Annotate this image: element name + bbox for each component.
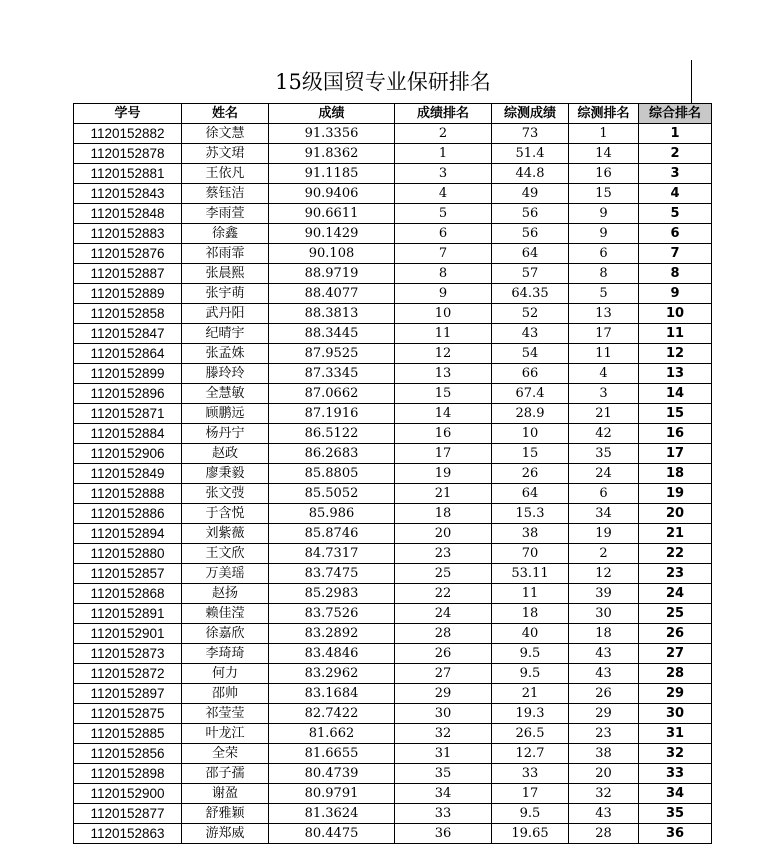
- score-cell[interactable]: 88.3813: [269, 304, 395, 324]
- name-cell[interactable]: 全荣: [182, 744, 269, 764]
- table-row: [74, 244, 712, 264]
- table-row: [74, 464, 712, 484]
- eval-score-cell[interactable]: 9.5: [492, 664, 569, 684]
- overall-rank-cell[interactable]: 29: [639, 684, 712, 704]
- table-row: [74, 804, 712, 824]
- overall-rank-cell[interactable]: 33: [639, 764, 712, 784]
- eval-rank-cell[interactable]: 19: [569, 524, 639, 544]
- score-rank-cell[interactable]: 13: [395, 364, 492, 384]
- table-row: [74, 204, 712, 224]
- score-rank-cell[interactable]: 26: [395, 644, 492, 664]
- student-id-cell[interactable]: 1120152882: [74, 124, 182, 144]
- score-rank-cell[interactable]: 27: [395, 664, 492, 684]
- name-cell[interactable]: 万美瑶: [182, 564, 269, 584]
- score-cell[interactable]: 87.0662: [269, 384, 395, 404]
- eval-rank-cell[interactable]: 23: [569, 724, 639, 744]
- eval-rank-cell[interactable]: 2: [569, 544, 639, 564]
- overall-rank-cell[interactable]: 19: [639, 484, 712, 504]
- eval-score-cell[interactable]: 9.5: [492, 804, 569, 824]
- overall-rank-cell[interactable]: 11: [639, 324, 712, 344]
- overall-rank-cell[interactable]: 22: [639, 544, 712, 564]
- score-rank-cell[interactable]: 8: [395, 264, 492, 284]
- student-id-cell[interactable]: 1120152863: [74, 824, 182, 844]
- name-cell[interactable]: 游郑威: [182, 824, 269, 844]
- overall-rank-cell[interactable]: 16: [639, 424, 712, 444]
- overall-rank-cell[interactable]: 14: [639, 384, 712, 404]
- name-cell[interactable]: 张孟姝: [182, 344, 269, 364]
- name-cell[interactable]: 徐鑫: [182, 224, 269, 244]
- name-cell[interactable]: 张文弢: [182, 484, 269, 504]
- name-cell[interactable]: 张宇萌: [182, 284, 269, 304]
- score-rank-cell[interactable]: 1: [395, 144, 492, 164]
- eval-score-cell[interactable]: 15.3: [492, 504, 569, 524]
- student-id-cell[interactable]: 1120152878: [74, 144, 182, 164]
- eval-score-cell[interactable]: 52: [492, 304, 569, 324]
- student-id-cell[interactable]: 1120152877: [74, 804, 182, 824]
- table-row: [74, 744, 712, 764]
- name-cell[interactable]: 武丹阳: [182, 304, 269, 324]
- score-cell[interactable]: 91.3356: [269, 124, 395, 144]
- eval-rank-cell[interactable]: 32: [569, 784, 639, 804]
- student-id-cell[interactable]: 1120152876: [74, 244, 182, 264]
- sheet-title: 15级国贸专业保研排名: [275, 70, 491, 94]
- eval-rank-cell[interactable]: 42: [569, 424, 639, 444]
- score-cell[interactable]: 85.5052: [269, 484, 395, 504]
- overall-rank-cell[interactable]: 7: [639, 244, 712, 264]
- score-rank-cell[interactable]: 21: [395, 484, 492, 504]
- eval-rank-cell[interactable]: 34: [569, 504, 639, 524]
- table-row: [74, 584, 712, 604]
- eval-rank-cell[interactable]: 43: [569, 804, 639, 824]
- student-id-cell[interactable]: 1120152881: [74, 164, 182, 184]
- name-cell[interactable]: 祁莹莹: [182, 704, 269, 724]
- table-row: [74, 224, 712, 244]
- table-row: [74, 784, 712, 804]
- table-row: [74, 424, 712, 444]
- eval-score-cell[interactable]: 70: [492, 544, 569, 564]
- student-id-cell[interactable]: 1120152897: [74, 684, 182, 704]
- eval-rank-cell[interactable]: 43: [569, 644, 639, 664]
- score-cell[interactable]: 90.6611: [269, 204, 395, 224]
- name-cell[interactable]: 赖佳滢: [182, 604, 269, 624]
- header-name[interactable]: 姓名: [182, 104, 269, 124]
- eval-rank-cell[interactable]: 9: [569, 204, 639, 224]
- student-id-cell[interactable]: 1120152883: [74, 224, 182, 244]
- eval-score-cell[interactable]: 67.4: [492, 384, 569, 404]
- eval-score-cell[interactable]: 49: [492, 184, 569, 204]
- table-row: [74, 144, 712, 164]
- student-id-cell[interactable]: 1120152896: [74, 384, 182, 404]
- name-cell[interactable]: 张晨熙: [182, 264, 269, 284]
- eval-score-cell[interactable]: 21: [492, 684, 569, 704]
- score-cell[interactable]: 86.2683: [269, 444, 395, 464]
- table-row: [74, 404, 712, 424]
- score-rank-cell[interactable]: 23: [395, 544, 492, 564]
- student-id-cell[interactable]: 1120152889: [74, 284, 182, 304]
- overall-rank-cell[interactable]: 6: [639, 224, 712, 244]
- header-score[interactable]: 成绩: [269, 104, 395, 124]
- eval-score-cell[interactable]: 19.3: [492, 704, 569, 724]
- eval-score-cell[interactable]: 53.11: [492, 564, 569, 584]
- eval-score-cell[interactable]: 19.65: [492, 824, 569, 844]
- student-id-cell[interactable]: 1120152880: [74, 544, 182, 564]
- student-id-cell[interactable]: 1120152849: [74, 464, 182, 484]
- score-cell[interactable]: 91.1185: [269, 164, 395, 184]
- eval-rank-cell[interactable]: 38: [569, 744, 639, 764]
- student-id-cell[interactable]: 1120152864: [74, 344, 182, 364]
- eval-score-cell[interactable]: 64: [492, 484, 569, 504]
- score-rank-cell[interactable]: 29: [395, 684, 492, 704]
- score-cell[interactable]: 83.2962: [269, 664, 395, 684]
- table-row: [74, 324, 712, 344]
- score-cell[interactable]: 85.986: [269, 504, 395, 524]
- name-cell[interactable]: 邵帅: [182, 684, 269, 704]
- name-cell[interactable]: 刘紫薇: [182, 524, 269, 544]
- student-id-cell[interactable]: 1120152875: [74, 704, 182, 724]
- overall-rank-cell[interactable]: 31: [639, 724, 712, 744]
- eval-score-cell[interactable]: 56: [492, 224, 569, 244]
- student-id-cell[interactable]: 1120152899: [74, 364, 182, 384]
- name-cell[interactable]: 于含悦: [182, 504, 269, 524]
- overall-rank-cell[interactable]: 36: [639, 824, 712, 844]
- eval-rank-cell[interactable]: 17: [569, 324, 639, 344]
- score-rank-cell[interactable]: 5: [395, 204, 492, 224]
- eval-score-cell[interactable]: 12.7: [492, 744, 569, 764]
- score-cell[interactable]: 80.9791: [269, 784, 395, 804]
- score-rank-cell[interactable]: 19: [395, 464, 492, 484]
- name-cell[interactable]: 祁雨霏: [182, 244, 269, 264]
- name-cell[interactable]: 蔡钰洁: [182, 184, 269, 204]
- overall-rank-cell[interactable]: 20: [639, 504, 712, 524]
- eval-rank-cell[interactable]: 1: [569, 124, 639, 144]
- table-row: [74, 764, 712, 784]
- name-cell[interactable]: 杨丹宁: [182, 424, 269, 444]
- eval-rank-cell[interactable]: 21: [569, 404, 639, 424]
- name-cell[interactable]: 邵子孺: [182, 764, 269, 784]
- score-rank-cell[interactable]: 35: [395, 764, 492, 784]
- overall-rank-cell[interactable]: 13: [639, 364, 712, 384]
- student-id-cell[interactable]: 1120152898: [74, 764, 182, 784]
- score-cell[interactable]: 87.1916: [269, 404, 395, 424]
- score-cell[interactable]: 87.3345: [269, 364, 395, 384]
- student-id-cell[interactable]: 1120152858: [74, 304, 182, 324]
- score-cell[interactable]: 90.1429: [269, 224, 395, 244]
- score-rank-cell[interactable]: 36: [395, 824, 492, 844]
- score-rank-cell[interactable]: 31: [395, 744, 492, 764]
- table-row: [74, 664, 712, 684]
- name-cell[interactable]: 赵政: [182, 444, 269, 464]
- score-rank-cell[interactable]: 3: [395, 164, 492, 184]
- score-cell[interactable]: 88.3445: [269, 324, 395, 344]
- overall-rank-cell[interactable]: 24: [639, 584, 712, 604]
- overall-rank-cell[interactable]: 12: [639, 344, 712, 364]
- name-cell[interactable]: 赵扬: [182, 584, 269, 604]
- student-id-cell[interactable]: 1120152888: [74, 484, 182, 504]
- eval-score-cell[interactable]: 73: [492, 124, 569, 144]
- student-id-cell[interactable]: 1120152885: [74, 724, 182, 744]
- eval-rank-cell[interactable]: 3: [569, 384, 639, 404]
- eval-score-cell[interactable]: 26.5: [492, 724, 569, 744]
- eval-rank-cell[interactable]: 15: [569, 184, 639, 204]
- name-cell[interactable]: 李雨萱: [182, 204, 269, 224]
- score-rank-cell[interactable]: 28: [395, 624, 492, 644]
- eval-rank-cell[interactable]: 8: [569, 264, 639, 284]
- overall-rank-cell[interactable]: 3: [639, 164, 712, 184]
- eval-score-cell[interactable]: 43: [492, 324, 569, 344]
- table-row: [74, 504, 712, 524]
- eval-rank-cell[interactable]: 14: [569, 144, 639, 164]
- student-id-cell[interactable]: 1120152856: [74, 744, 182, 764]
- score-rank-cell[interactable]: 32: [395, 724, 492, 744]
- eval-score-cell[interactable]: 54: [492, 344, 569, 364]
- name-cell[interactable]: 全慧敏: [182, 384, 269, 404]
- overall-rank-cell[interactable]: 27: [639, 644, 712, 664]
- overall-rank-cell[interactable]: 4: [639, 184, 712, 204]
- overall-rank-cell[interactable]: 25: [639, 604, 712, 624]
- score-cell[interactable]: 83.4846: [269, 644, 395, 664]
- student-id-cell[interactable]: 1120152873: [74, 644, 182, 664]
- eval-rank-cell[interactable]: 29: [569, 704, 639, 724]
- overall-rank-cell[interactable]: 2: [639, 144, 712, 164]
- student-id-cell[interactable]: 1120152901: [74, 624, 182, 644]
- table-row: [74, 564, 712, 584]
- eval-rank-cell[interactable]: 28: [569, 824, 639, 844]
- score-rank-cell[interactable]: 25: [395, 564, 492, 584]
- eval-rank-cell[interactable]: 11: [569, 344, 639, 364]
- name-cell[interactable]: 徐文慧: [182, 124, 269, 144]
- score-rank-cell[interactable]: 33: [395, 804, 492, 824]
- name-cell[interactable]: 徐嘉欣: [182, 624, 269, 644]
- overall-rank-cell[interactable]: 21: [639, 524, 712, 544]
- eval-rank-cell[interactable]: 12: [569, 564, 639, 584]
- score-rank-cell[interactable]: 11: [395, 324, 492, 344]
- table-row: [74, 184, 712, 204]
- score-cell[interactable]: 88.4077: [269, 284, 395, 304]
- score-rank-cell[interactable]: 9: [395, 284, 492, 304]
- score-cell[interactable]: 87.9525: [269, 344, 395, 364]
- score-cell[interactable]: 84.7317: [269, 544, 395, 564]
- eval-rank-cell[interactable]: 6: [569, 484, 639, 504]
- header-eval-rank[interactable]: 综测排名: [569, 104, 639, 124]
- table-row: [74, 644, 712, 664]
- score-rank-cell[interactable]: 24: [395, 604, 492, 624]
- eval-rank-cell[interactable]: 43: [569, 664, 639, 684]
- table-row: [74, 264, 712, 284]
- score-cell[interactable]: 83.7526: [269, 604, 395, 624]
- header-overall-rank[interactable]: 综合排名: [639, 104, 712, 124]
- name-cell[interactable]: 王文欣: [182, 544, 269, 564]
- score-cell[interactable]: 83.2892: [269, 624, 395, 644]
- eval-score-cell[interactable]: 26: [492, 464, 569, 484]
- eval-rank-cell[interactable]: 39: [569, 584, 639, 604]
- eval-score-cell[interactable]: 57: [492, 264, 569, 284]
- table-row: [74, 364, 712, 384]
- score-cell[interactable]: 90.108: [269, 244, 395, 264]
- overall-rank-cell[interactable]: 5: [639, 204, 712, 224]
- score-cell[interactable]: 81.662: [269, 724, 395, 744]
- score-rank-cell[interactable]: 14: [395, 404, 492, 424]
- eval-score-cell[interactable]: 40: [492, 624, 569, 644]
- table-row: [74, 344, 712, 364]
- overall-rank-cell[interactable]: 1: [639, 124, 712, 144]
- overall-rank-cell[interactable]: 10: [639, 304, 712, 324]
- eval-score-cell[interactable]: 64: [492, 244, 569, 264]
- score-rank-cell[interactable]: 34: [395, 784, 492, 804]
- score-rank-cell[interactable]: 22: [395, 584, 492, 604]
- table-row: [74, 624, 712, 644]
- score-rank-cell[interactable]: 2: [395, 124, 492, 144]
- name-cell[interactable]: 何力: [182, 664, 269, 684]
- table-row: [74, 684, 712, 704]
- ranking-table: [73, 103, 712, 844]
- eval-score-cell[interactable]: 28.9: [492, 404, 569, 424]
- table-row: [74, 384, 712, 404]
- student-id-cell[interactable]: 1120152886: [74, 504, 182, 524]
- student-id-cell[interactable]: 1120152887: [74, 264, 182, 284]
- eval-score-cell[interactable]: 9.5: [492, 644, 569, 664]
- eval-score-cell[interactable]: 15: [492, 444, 569, 464]
- eval-score-cell[interactable]: 38: [492, 524, 569, 544]
- score-cell[interactable]: 82.7422: [269, 704, 395, 724]
- overall-rank-cell[interactable]: 15: [639, 404, 712, 424]
- student-id-cell[interactable]: 1120152900: [74, 784, 182, 804]
- student-id-cell[interactable]: 1120152847: [74, 324, 182, 344]
- eval-rank-cell[interactable]: 18: [569, 624, 639, 644]
- score-rank-cell[interactable]: 20: [395, 524, 492, 544]
- student-id-cell[interactable]: 1120152848: [74, 204, 182, 224]
- overall-rank-cell[interactable]: 35: [639, 804, 712, 824]
- score-rank-cell[interactable]: 6: [395, 224, 492, 244]
- score-rank-cell[interactable]: 16: [395, 424, 492, 444]
- eval-rank-cell[interactable]: 26: [569, 684, 639, 704]
- eval-rank-cell[interactable]: 20: [569, 764, 639, 784]
- eval-rank-cell[interactable]: 5: [569, 284, 639, 304]
- eval-rank-cell[interactable]: 30: [569, 604, 639, 624]
- table-row: [74, 284, 712, 304]
- eval-score-cell[interactable]: 17: [492, 784, 569, 804]
- header-eval-score[interactable]: 综测成绩: [492, 104, 569, 124]
- name-cell[interactable]: 顾鹏远: [182, 404, 269, 424]
- table-row: [74, 164, 712, 184]
- eval-score-cell[interactable]: 66: [492, 364, 569, 384]
- score-cell[interactable]: 80.4739: [269, 764, 395, 784]
- eval-rank-cell[interactable]: 4: [569, 364, 639, 384]
- overall-rank-cell[interactable]: 8: [639, 264, 712, 284]
- overall-rank-cell[interactable]: 30: [639, 704, 712, 724]
- score-cell[interactable]: 83.7475: [269, 564, 395, 584]
- eval-rank-cell[interactable]: 9: [569, 224, 639, 244]
- eval-score-cell[interactable]: 18: [492, 604, 569, 624]
- eval-score-cell[interactable]: 51.4: [492, 144, 569, 164]
- name-cell[interactable]: 谢盈: [182, 784, 269, 804]
- score-cell[interactable]: 90.9406: [269, 184, 395, 204]
- table-row: [74, 484, 712, 504]
- score-rank-cell[interactable]: 30: [395, 704, 492, 724]
- overall-rank-cell[interactable]: 9: [639, 284, 712, 304]
- score-cell[interactable]: 88.9719: [269, 264, 395, 284]
- eval-score-cell[interactable]: 64.35: [492, 284, 569, 304]
- score-cell[interactable]: 85.8746: [269, 524, 395, 544]
- eval-rank-cell[interactable]: 24: [569, 464, 639, 484]
- score-rank-cell[interactable]: 18: [395, 504, 492, 524]
- table-row: [74, 604, 712, 624]
- eval-rank-cell[interactable]: 6: [569, 244, 639, 264]
- table-row: [74, 124, 712, 144]
- name-cell[interactable]: 廖秉毅: [182, 464, 269, 484]
- overall-rank-cell[interactable]: 17: [639, 444, 712, 464]
- score-rank-cell[interactable]: 10: [395, 304, 492, 324]
- table-row: [74, 544, 712, 564]
- header-row: [74, 104, 712, 124]
- student-id-cell[interactable]: 1120152857: [74, 564, 182, 584]
- name-cell[interactable]: 舒雅颖: [182, 804, 269, 824]
- eval-score-cell[interactable]: 10: [492, 424, 569, 444]
- eval-score-cell[interactable]: 11: [492, 584, 569, 604]
- overall-rank-cell[interactable]: 28: [639, 664, 712, 684]
- table-row: [74, 704, 712, 724]
- score-cell[interactable]: 85.8805: [269, 464, 395, 484]
- table-row: [74, 304, 712, 324]
- student-id-cell[interactable]: 1120152891: [74, 604, 182, 624]
- score-cell[interactable]: 86.5122: [269, 424, 395, 444]
- score-cell[interactable]: 81.6655: [269, 744, 395, 764]
- overall-rank-cell[interactable]: 18: [639, 464, 712, 484]
- score-cell[interactable]: 91.8362: [269, 144, 395, 164]
- score-rank-cell[interactable]: 12: [395, 344, 492, 364]
- name-cell[interactable]: 苏文珺: [182, 144, 269, 164]
- overall-rank-cell[interactable]: 32: [639, 744, 712, 764]
- student-id-cell[interactable]: 1120152868: [74, 584, 182, 604]
- eval-rank-cell[interactable]: 13: [569, 304, 639, 324]
- table-row: [74, 724, 712, 744]
- eval-score-cell[interactable]: 56: [492, 204, 569, 224]
- student-id-cell[interactable]: 1120152884: [74, 424, 182, 444]
- table-row: [74, 444, 712, 464]
- header-score-rank[interactable]: 成绩排名: [395, 104, 492, 124]
- eval-rank-cell[interactable]: 35: [569, 444, 639, 464]
- score-rank-cell[interactable]: 15: [395, 384, 492, 404]
- overall-rank-cell[interactable]: 34: [639, 784, 712, 804]
- name-cell[interactable]: 叶龙江: [182, 724, 269, 744]
- student-id-cell[interactable]: 1120152843: [74, 184, 182, 204]
- score-cell[interactable]: 81.3624: [269, 804, 395, 824]
- eval-rank-cell[interactable]: 16: [569, 164, 639, 184]
- name-cell[interactable]: 王依凡: [182, 164, 269, 184]
- eval-score-cell[interactable]: 44.8: [492, 164, 569, 184]
- score-rank-cell[interactable]: 17: [395, 444, 492, 464]
- name-cell[interactable]: 纪晴宇: [182, 324, 269, 344]
- overall-rank-cell[interactable]: 26: [639, 624, 712, 644]
- score-cell[interactable]: 80.4475: [269, 824, 395, 844]
- name-cell[interactable]: 李琦琦: [182, 644, 269, 664]
- overall-rank-cell[interactable]: 23: [639, 564, 712, 584]
- score-cell[interactable]: 83.1684: [269, 684, 395, 704]
- student-id-cell[interactable]: 1120152871: [74, 404, 182, 424]
- name-cell[interactable]: 滕玲玲: [182, 364, 269, 384]
- student-id-cell[interactable]: 1120152894: [74, 524, 182, 544]
- student-id-cell[interactable]: 1120152872: [74, 664, 182, 684]
- eval-score-cell[interactable]: 33: [492, 764, 569, 784]
- table-row: [74, 524, 712, 544]
- student-id-cell[interactable]: 1120152906: [74, 444, 182, 464]
- score-rank-cell[interactable]: 7: [395, 244, 492, 264]
- score-cell[interactable]: 85.2983: [269, 584, 395, 604]
- score-rank-cell[interactable]: 4: [395, 184, 492, 204]
- header-student-id[interactable]: 学号: [74, 104, 182, 124]
- table-row: [74, 824, 712, 844]
